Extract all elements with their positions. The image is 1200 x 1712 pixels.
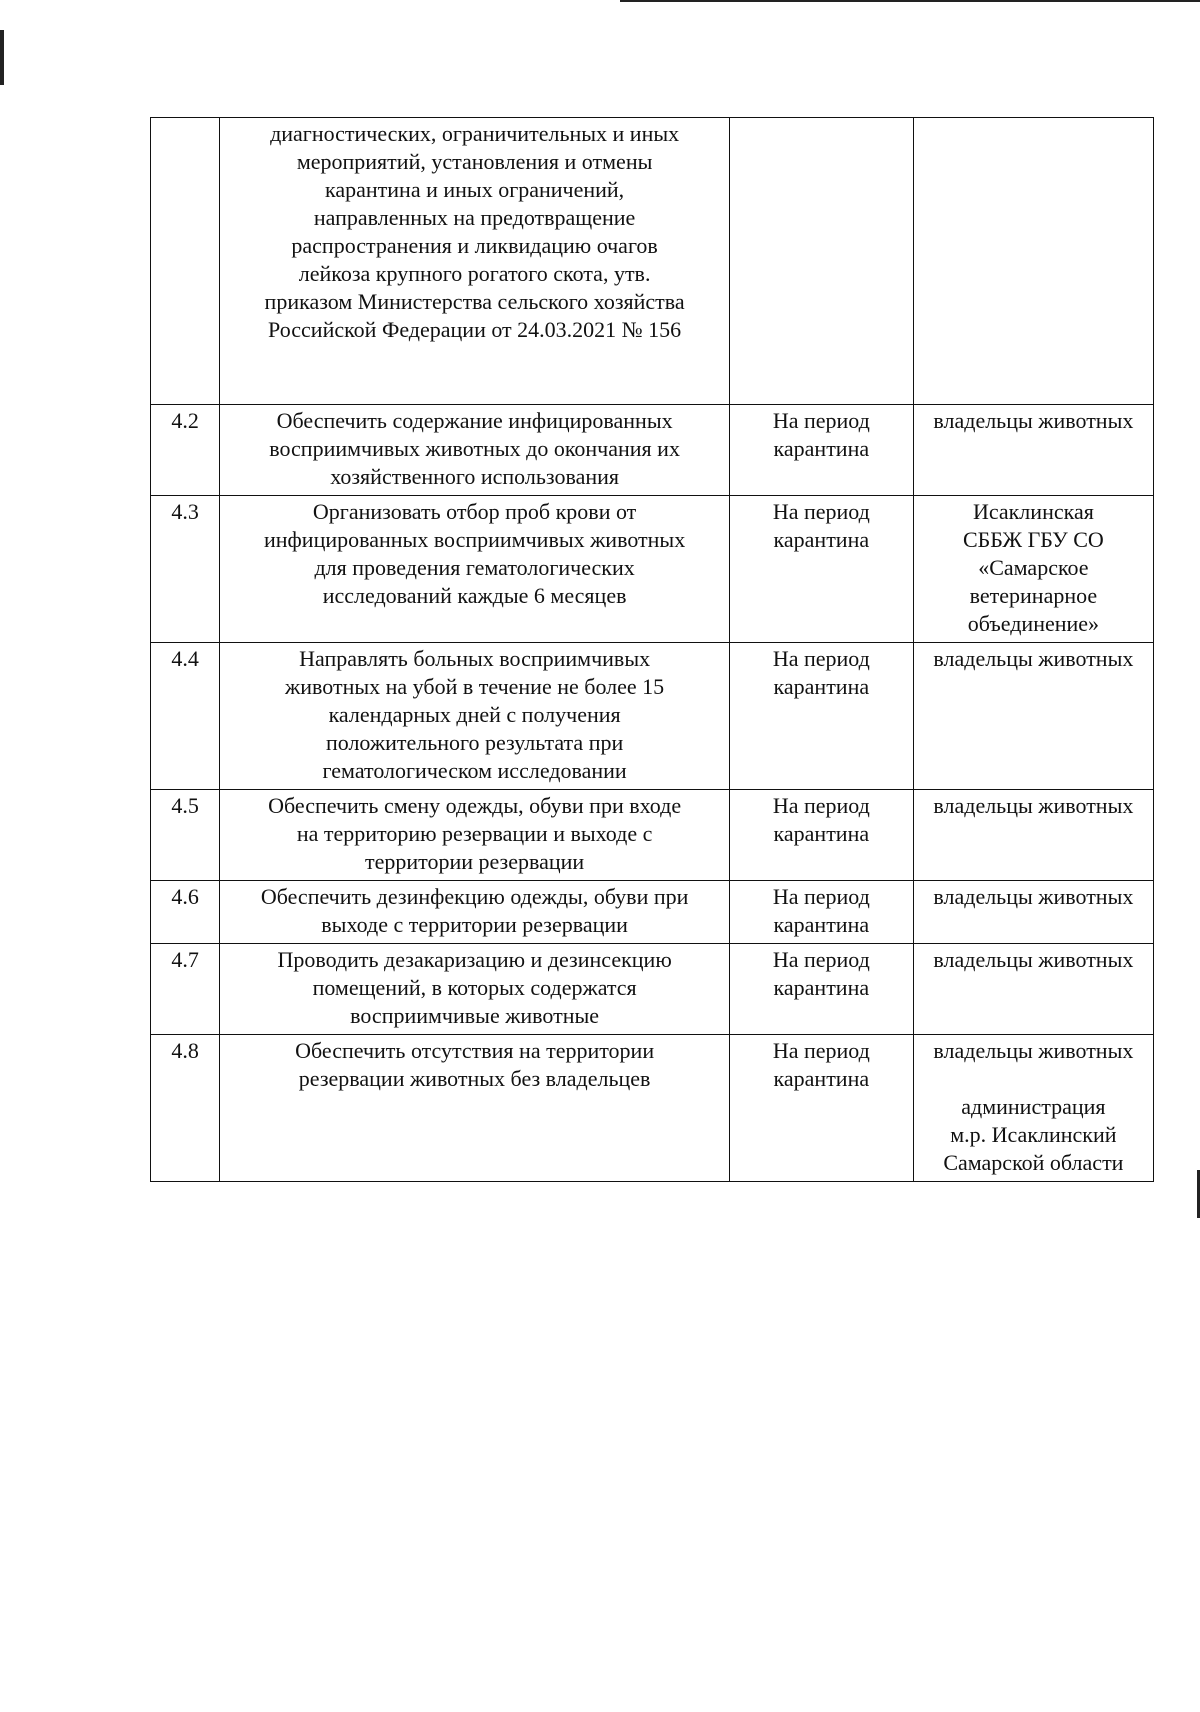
action-text-cell: [220, 1035, 730, 1182]
action-text-line: лейкоза крупного рогатого скота, утв.: [298, 261, 651, 286]
action-text-line: выходе с территории резервации: [321, 912, 628, 937]
responsible-text-cell: [913, 1035, 1153, 1182]
scan-artifact-left: [0, 30, 4, 85]
row-number-cell: [151, 496, 220, 643]
responsible-text-cell: [913, 944, 1153, 1035]
action-text-line: помещений, в которых содержатся: [312, 975, 637, 1000]
term-text-line: На период: [772, 408, 870, 433]
table-row: [151, 881, 1154, 944]
action-text-line: распространения и ликвидацию очагов: [291, 233, 658, 258]
term-text-cell: [729, 1035, 913, 1182]
responsible-text-line: Самарской области: [943, 1150, 1124, 1175]
action-text-line: территории резервации: [365, 849, 585, 874]
responsible-text-line: владельцы животных: [933, 793, 1134, 818]
action-text-line: Проводить дезакаризацию и дезинсекцию: [277, 947, 672, 972]
action-text-cell: [220, 643, 730, 790]
term-text-cell: [729, 790, 913, 881]
term-text-cell: [729, 405, 913, 496]
action-text-line: мероприятий, установления и отмены: [296, 149, 653, 174]
term-text-line: На период: [772, 1038, 870, 1063]
term-text-line: На период: [772, 947, 870, 972]
action-text-cell: [220, 118, 730, 405]
row-number-cell: [151, 405, 220, 496]
row-number-cell: [151, 881, 220, 944]
responsible-text-cell: [913, 643, 1153, 790]
responsible-text-cell: [913, 496, 1153, 643]
row-number: 4.5: [171, 793, 199, 818]
action-text-line: диагностических, ограничительных и иных: [270, 121, 680, 146]
term-text-line: карантина: [773, 975, 870, 1000]
responsible-text-line: [920, 1065, 1147, 1093]
action-text-cell: [220, 790, 730, 881]
responsible-text-line: владельцы животных: [933, 408, 1134, 433]
row-number: 4.3: [171, 499, 199, 524]
action-text-line: Организовать отбор проб крови от: [312, 499, 637, 524]
action-text-line: хозяйственного использования: [330, 464, 619, 489]
responsible-text-cell: [913, 790, 1153, 881]
responsible-text-line: администрация: [961, 1094, 1106, 1119]
action-text-line: гематологическом исследовании: [322, 758, 627, 783]
responsible-text-line: владельцы животных: [933, 947, 1134, 972]
row-number-cell: [151, 790, 220, 881]
action-text-line: направленных на предотвращение: [313, 205, 636, 230]
table-row: [151, 405, 1154, 496]
table-row: [151, 496, 1154, 643]
term-text-cell: [729, 118, 913, 405]
action-text-line: исследований каждые 6 месяцев: [322, 583, 627, 608]
action-text-cell: [220, 405, 730, 496]
action-text-line: на территорию резервации и выходе с: [296, 821, 653, 846]
responsible-text-cell: [913, 405, 1153, 496]
term-text-cell: [729, 944, 913, 1035]
row-number-cell: [151, 643, 220, 790]
row-number: 4.4: [171, 646, 199, 671]
term-text-line: карантина: [773, 436, 870, 461]
table-row: [151, 790, 1154, 881]
action-text-line: Обеспечить дезинфекцию одежды, обуви при: [260, 884, 689, 909]
row-number: 4.6: [171, 884, 199, 909]
action-text-cell: [220, 496, 730, 643]
responsible-text-line: владельцы животных: [933, 646, 1134, 671]
action-text-line: приказом Министерства сельского хозяйства: [264, 289, 685, 314]
row-number-cell: [151, 1035, 220, 1182]
action-text-line: инфицированных восприимчивых животных: [264, 527, 686, 552]
responsible-text-cell: [913, 118, 1153, 405]
action-text-cell: [220, 944, 730, 1035]
measures-table: [150, 117, 1154, 1182]
term-text-line: карантина: [773, 674, 870, 699]
responsible-text-cell: [913, 881, 1153, 944]
table-row: [151, 118, 1154, 405]
term-text-line: карантина: [773, 1066, 870, 1091]
action-text-line: календарных дней с получения: [328, 702, 621, 727]
action-text-line: Направлять больных восприимчивых: [299, 646, 651, 671]
term-text-line: карантина: [773, 527, 870, 552]
responsible-text-line: м.р. Исаклинский: [950, 1122, 1117, 1147]
row-number-cell: [151, 944, 220, 1035]
responsible-text-line: СББЖ ГБУ СО: [962, 527, 1104, 552]
term-text-cell: [729, 881, 913, 944]
action-text-line: Обеспечить отсутствия на территории: [295, 1038, 655, 1063]
action-text-line: Российской Федерации от 24.03.2021 № 156: [268, 317, 682, 342]
responsible-text-line: владельцы животных: [933, 884, 1134, 909]
table-row: [151, 1035, 1154, 1182]
row-number: 4.7: [171, 947, 199, 972]
term-text-line: карантина: [773, 821, 870, 846]
term-text-line: На период: [772, 884, 870, 909]
action-text-line: карантина и иных ограничений,: [325, 177, 625, 202]
action-text-line: резервации животных без владельцев: [298, 1066, 651, 1091]
action-text-line: положительного результата при: [325, 730, 624, 755]
responsible-text-line: объединение»: [967, 611, 1100, 636]
term-text-line: На период: [772, 646, 870, 671]
row-number: 4.8: [171, 1038, 199, 1063]
action-text-line: для проведения гематологических: [314, 555, 635, 580]
row-number-cell: [151, 118, 220, 405]
responsible-text-line: владельцы животных: [933, 1038, 1134, 1063]
table-row: [151, 944, 1154, 1035]
action-text-line: животных на убой в течение не более 15: [285, 674, 665, 699]
action-text-line: восприимчивых животных до окончания их: [269, 436, 680, 461]
term-text-line: На период: [772, 499, 870, 524]
scan-artifact-top: [620, 0, 1200, 2]
action-text-line: Обеспечить содержание инфицированных: [276, 408, 673, 433]
action-text-cell: [220, 881, 730, 944]
table-row: [151, 643, 1154, 790]
term-text-line: На период: [772, 793, 870, 818]
row-number: 4.2: [171, 408, 199, 433]
responsible-text-line: ветеринарное: [969, 583, 1098, 608]
responsible-text-line: Исаклинская: [972, 499, 1094, 524]
action-text-line: Обеспечить смену одежды, обуви при входе: [268, 793, 682, 818]
term-text-line: карантина: [773, 912, 870, 937]
term-text-cell: [729, 496, 913, 643]
term-text-cell: [729, 643, 913, 790]
action-text-line: восприимчивые животные: [350, 1003, 600, 1028]
responsible-text-line: «Самарское: [978, 555, 1089, 580]
